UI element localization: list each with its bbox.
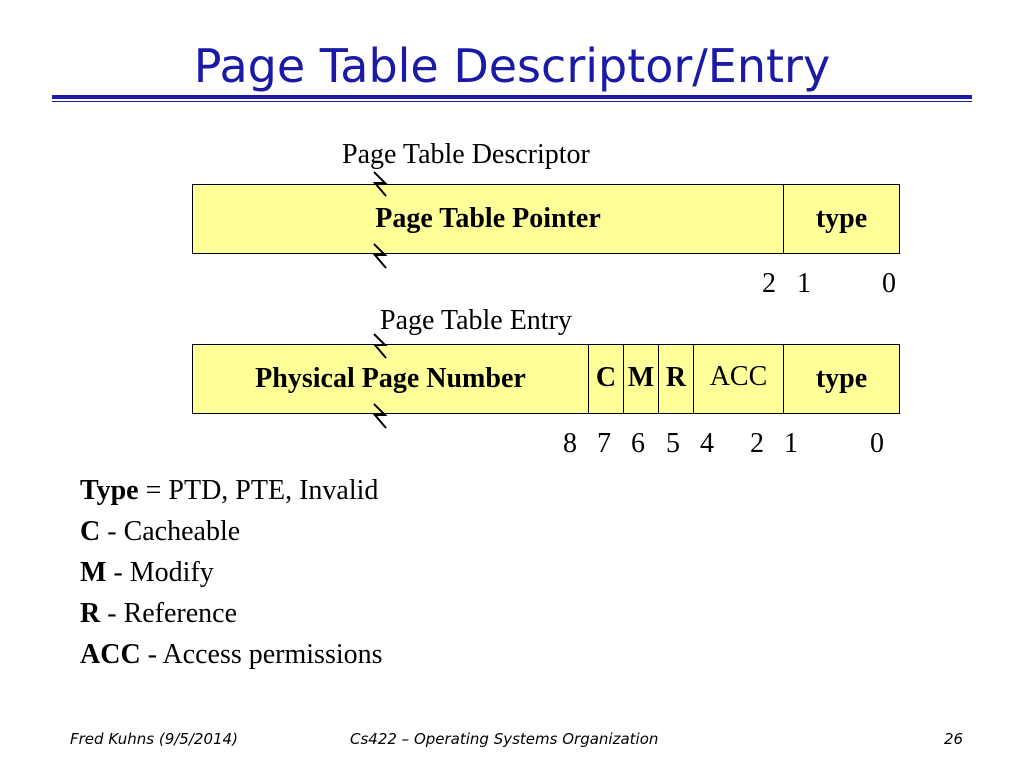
- legend-desc: Modify: [129, 557, 214, 588]
- legend-sep: -: [140, 639, 163, 670]
- entry-box: [192, 344, 900, 414]
- bit-label: 2: [762, 268, 776, 299]
- footer-course: Cs422 – Operating Systems Organization: [350, 730, 659, 748]
- entry-field-r: R: [658, 345, 693, 413]
- title-underline-thin: [52, 101, 972, 102]
- legend-item: [80, 593, 383, 634]
- bit-label: 8: [563, 428, 577, 459]
- entry-field-m: M: [623, 345, 658, 413]
- bit-label: 6: [631, 428, 645, 459]
- legend-sep: =: [138, 475, 169, 506]
- legend-term: C: [80, 516, 101, 547]
- legend-desc: Access permissions: [162, 639, 383, 670]
- bit-label: 1: [784, 428, 798, 459]
- legend-term: Type: [80, 475, 139, 506]
- break-mark-icon: [370, 332, 390, 360]
- entry-field-type: type: [783, 345, 899, 413]
- legend: [80, 470, 383, 675]
- bit-label: 4: [700, 428, 714, 459]
- descriptor-box: [192, 184, 900, 254]
- bit-label: 7: [597, 428, 611, 459]
- footer-page-number: 26: [944, 730, 964, 748]
- legend-sep: -: [106, 557, 130, 588]
- bit-label: 2: [750, 428, 764, 459]
- descriptor-field-pointer: Page Table Pointer: [375, 203, 601, 234]
- legend-sep: -: [100, 516, 124, 547]
- descriptor-field-type: type: [783, 185, 899, 253]
- slide-title: Page Table Descriptor/Entry: [193, 39, 831, 93]
- legend-desc: Reference: [123, 598, 238, 629]
- entry-field-physical-page-number: Physical Page Number: [255, 363, 526, 394]
- legend-sep: -: [100, 598, 124, 629]
- legend-item: [80, 511, 383, 552]
- entry-field-c: C: [588, 345, 623, 413]
- entry-field-acc: ACC: [693, 345, 783, 413]
- title-underline: [52, 95, 972, 99]
- legend-term: ACC: [80, 639, 141, 670]
- break-mark-icon: [370, 170, 390, 198]
- legend-desc: Cacheable: [123, 516, 241, 547]
- break-mark-icon: [370, 402, 390, 430]
- bit-label: 0: [870, 428, 884, 459]
- descriptor-caption: Page Table Descriptor: [342, 139, 590, 170]
- entry-caption: Page Table Entry: [380, 305, 572, 336]
- footer-author: Fred Kuhns (9/5/2014): [70, 730, 238, 748]
- legend-term: R: [80, 598, 101, 629]
- bit-label: 0: [882, 268, 896, 299]
- legend-term: M: [80, 557, 107, 588]
- legend-item: [80, 552, 383, 593]
- bit-label: 5: [666, 428, 680, 459]
- legend-item: [80, 470, 383, 511]
- legend-desc: PTD, PTE, Invalid: [168, 475, 379, 506]
- legend-item: [80, 634, 383, 675]
- break-mark-icon: [370, 242, 390, 270]
- bit-label: 1: [797, 268, 811, 299]
